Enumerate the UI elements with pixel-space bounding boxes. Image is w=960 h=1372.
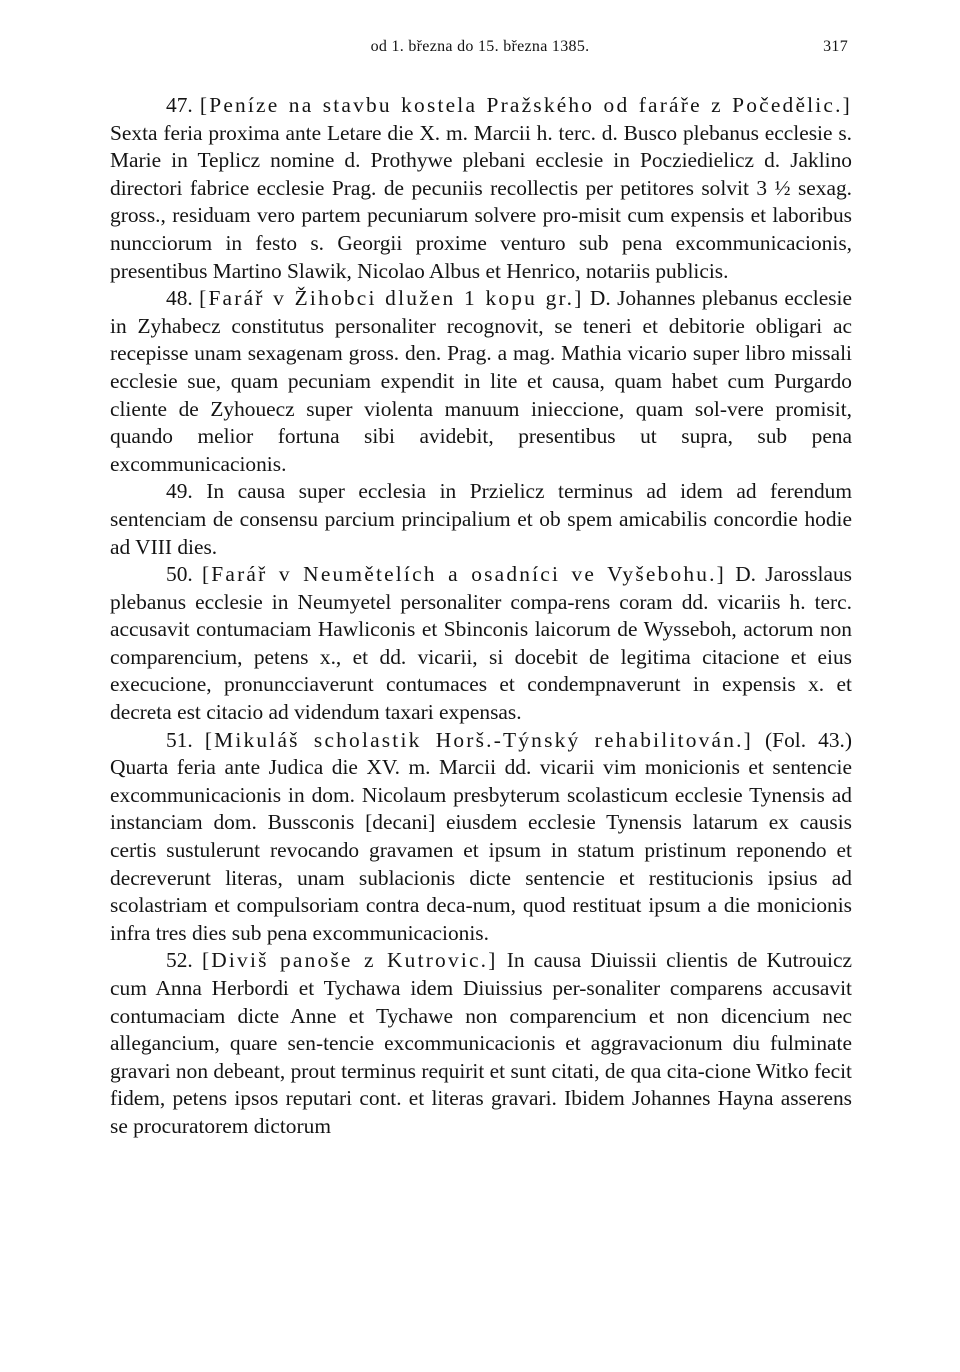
body-text [110, 92, 852, 1141]
entry-heading: [Peníze na stavbu kostela Pražského od faráře z Počedělic.] [199, 93, 852, 117]
entry-50 [110, 561, 852, 727]
entry-number: 50. [166, 562, 193, 587]
page-header [0, 38, 960, 62]
entry-48 [110, 285, 852, 478]
entry-body: D. Johannes plebanus ecclesie in Zyhabecz constitutus personaliter recognovit, se teneri et debitorie obligari ac recepisse unam sexagenam gross. den. Prag. a mag. Mathia vicario super libro missali ecclesie sue, quam pecuniam expendit in lite et causa, quam habet cum Purgardo cliente de Zyhouecz super violenta manuum inieccione, quam sol-vere promisit, quando melior fortuna sibi avidebit, presentibus ut supra, sub pena excommunicacionis. [110, 286, 852, 476]
page-number: 317 [823, 38, 848, 55]
entry-heading: [Diviš panoše z Kutrovic.] [201, 948, 498, 973]
entry-body: In causa Diuissii clientis de Kutrouicz cum Anna Herbordi et Tychawa idem Diuissius per-sonaliter comparens accusavit contumaciam dicte Anne et Tychawe non comparencium et non dicencium nec allegancium, quare sen-tencie excommunicacionis et aggravacionum diu fulminate gravari non debeant, prout terminus requirit et sunt citati, de qua cita-cione Witko fecit fidem, petens ipsos reputari cont. et literas gravari. Ibidem Johannes Hayna asserens se procuratorem dictorum [110, 948, 852, 1138]
entry-heading: [Farář v Neumětelích a osadníci ve Vyšebohu.] [201, 562, 726, 587]
entry-number: 51. [166, 727, 193, 752]
entry-body: In causa super ecclesia in Przielicz terminus ad idem ad ferendum sentenciam de consensu parcium principalium et ob spem amicabilis concordie hodie ad VIII dies. [110, 479, 852, 559]
entry-number: 47. [166, 93, 193, 117]
entry-body: Sexta feria proxima ante Letare die X. m. Marcii h. terc. d. Busco plebanus ecclesie s. Marie in Teplicz nomine d. Prothywe plebani ecclesie in Pocziedielicz d. Jaklino directori fabrice ecclesie Prag. de pecuniis recollectis per petitores solvit 3 ½ sexag. gross., residuam vero partem pecuniarum solvere pro-misit cum expensis et laboribus nuncciorum in festo s. Georgii proxime venturo sub pena excommunicacionis, presentibus Martino Slawik, Nicolao Albus et Henrico, notariis publicis. [110, 120, 852, 283]
entry-51 [110, 727, 852, 948]
running-title: od 1. března do 15. března 1385. [370, 38, 590, 55]
entry-number: 49. [166, 479, 193, 504]
entry-47 [110, 92, 852, 285]
entry-49 [110, 478, 852, 561]
entry-52 [110, 947, 852, 1140]
entry-number: 48. [166, 286, 193, 311]
entry-heading: [Farář v Žihobci dlužen 1 kopu gr.] [199, 286, 584, 311]
entry-body: D. Jarosslaus plebanus ecclesie in Neumyetel personaliter compa-rens coram dd. vicariis h. terc. accusavit contumaciam Hawliconis et Sbinconis laicorum de Wysseboh, actorum non comparencium, petens x., et dd. vicarii, si docebit de legitima citacione et eius execucione, pronuncciaverunt contumaces et condempnaverunt in expensis x. et decreta est citacio ad videndum taxari expensas. [110, 562, 852, 725]
entry-heading: [Mikuláš scholastik Horš.-Týnský rehabilitován.] [204, 727, 753, 752]
entry-body: (Fol. 43.) Quarta feria ante Judica die XV. m. Marcii dd. vicarii vim monicionis et sentencie excommunicacionis in dom. Nicolaum presbyterum scolasticum ecclesie Tynensis ad instanciam dom. Bussconis [decani] eiusdem ecclesie Tynensis latarum ex causis certis sustulerunt revocando gravamen et ipsum in statum pristinum reponendo et decreverunt literas, unam sublacionis dicte sentencie et restitucionis ipsius ad scolastriam et compulsoriam contra deca-num, quod restituat ipsum a die monicionis infra tres dies sub pena excommunicacionis. [110, 727, 852, 945]
entry-number: 52. [166, 948, 193, 973]
